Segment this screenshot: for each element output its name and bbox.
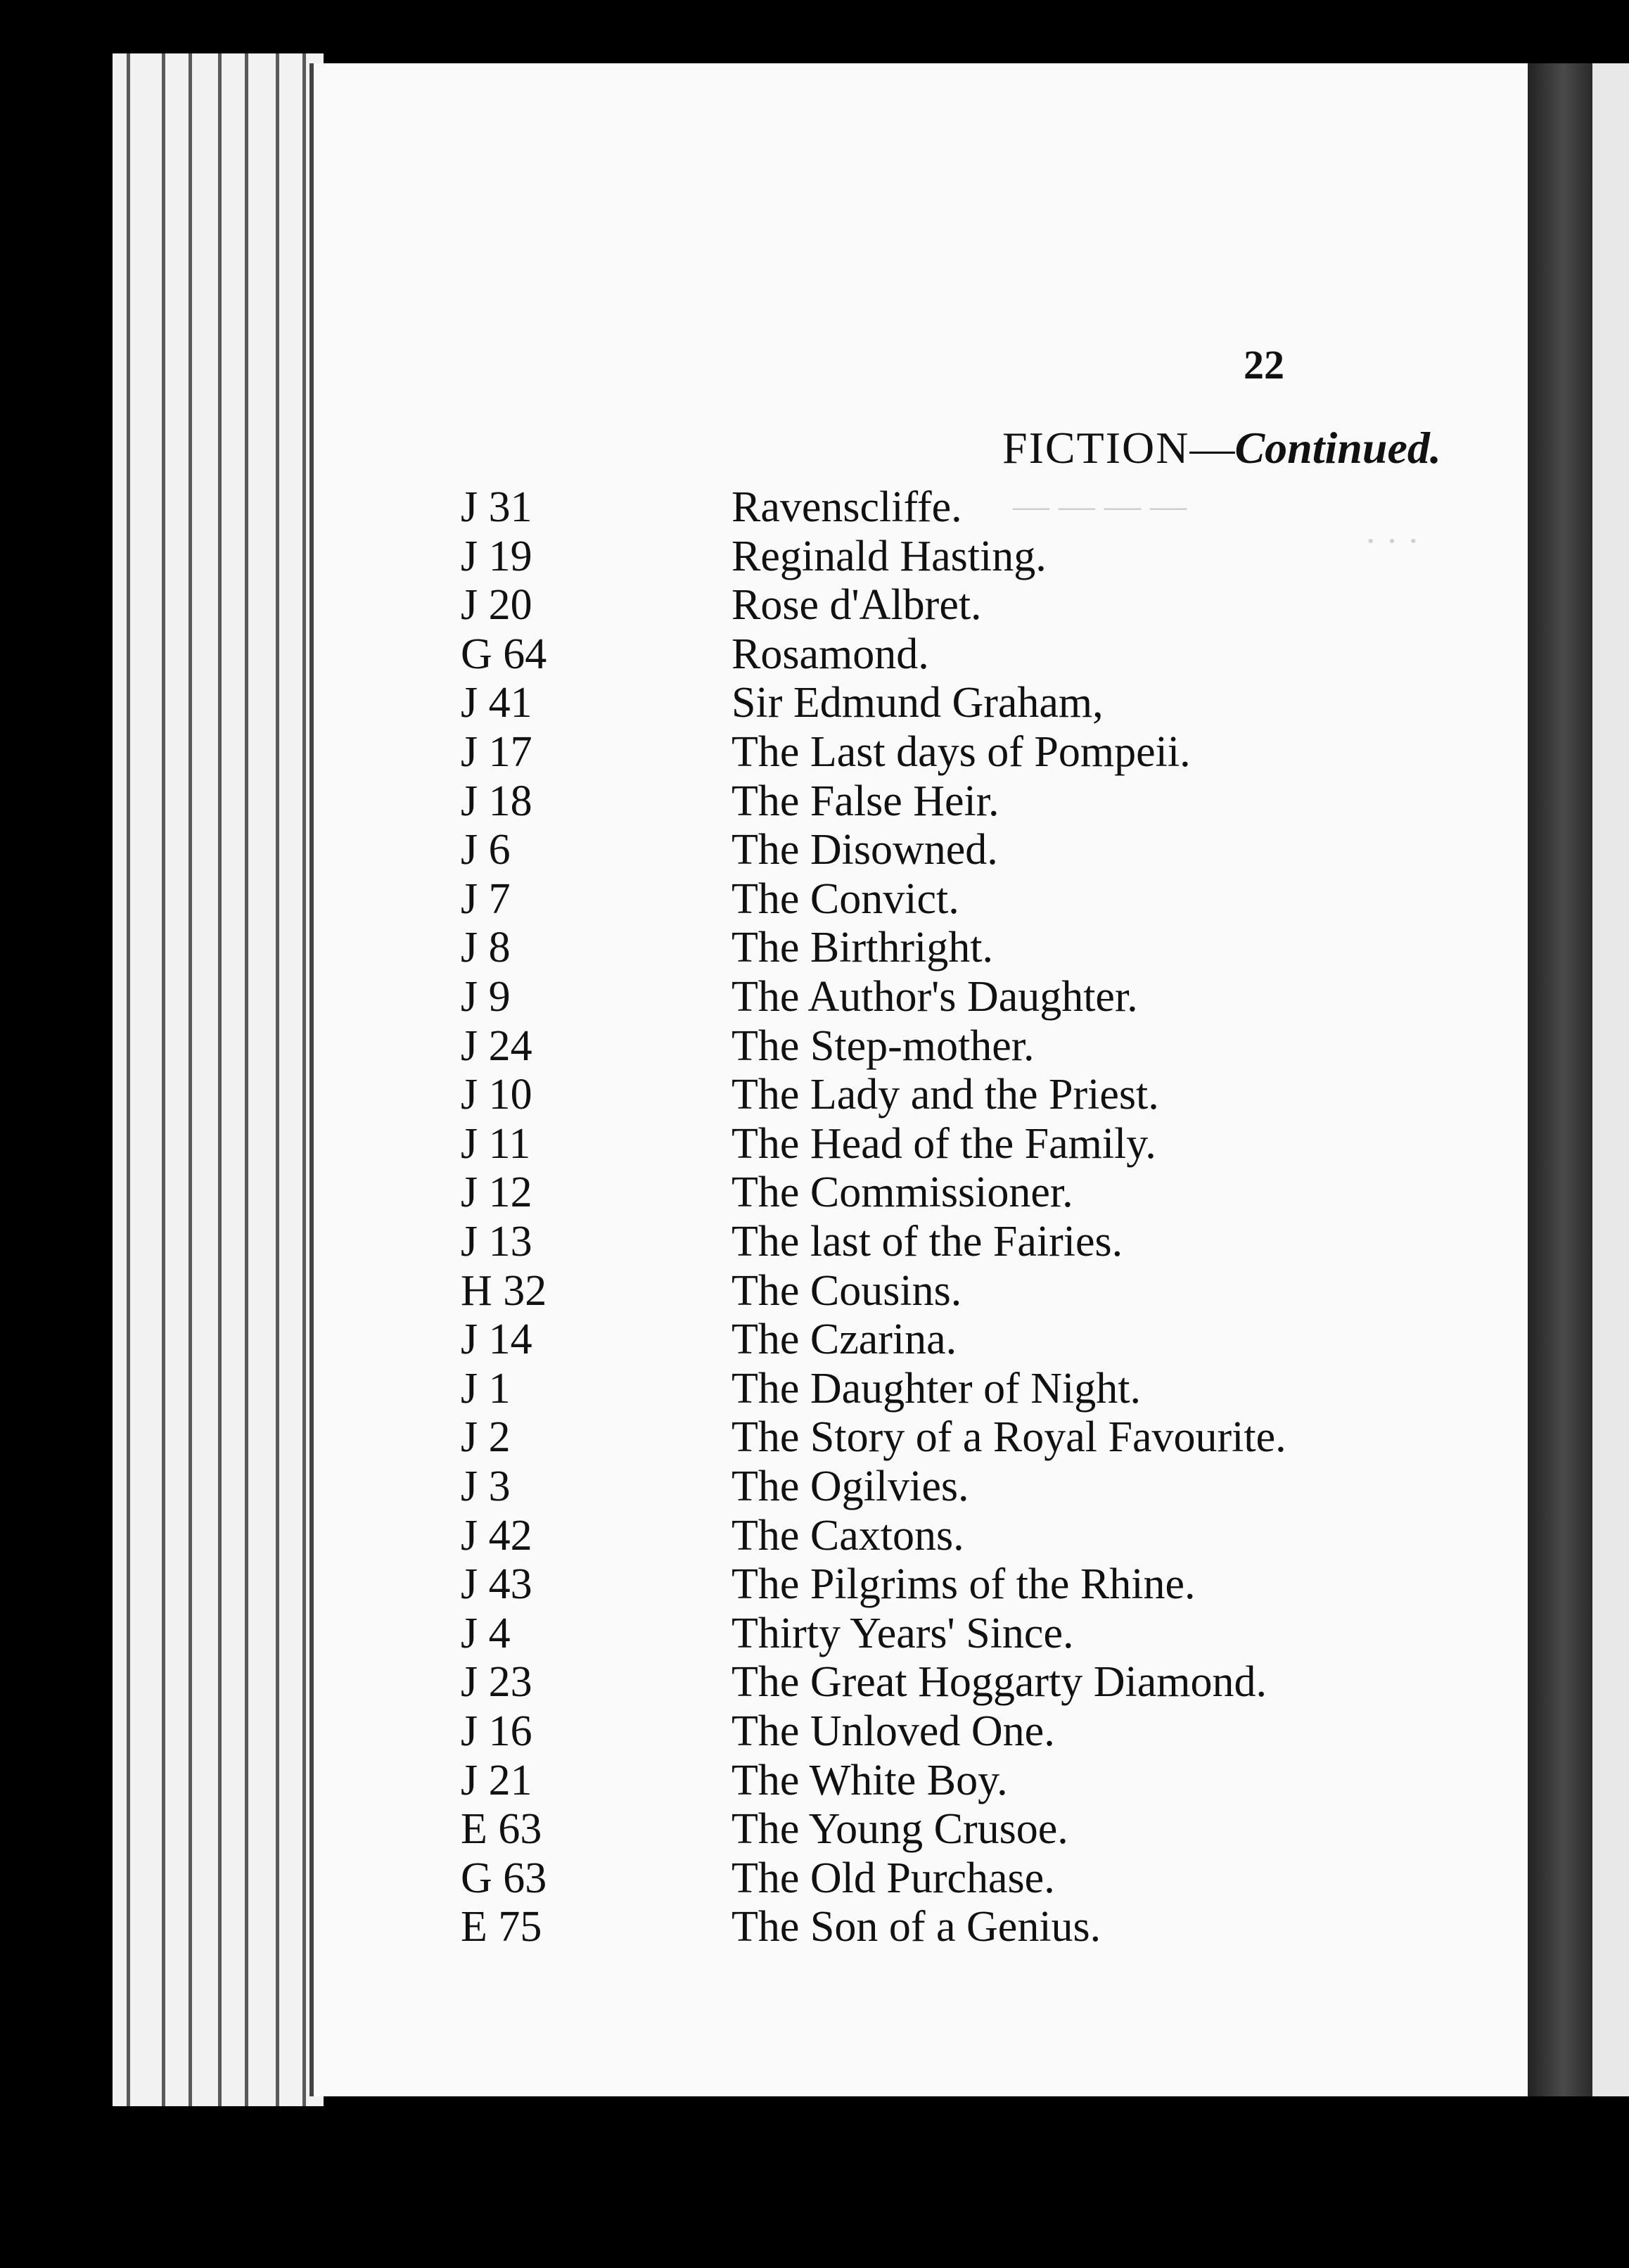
section-title	[1002, 422, 1565, 474]
book-spine	[1528, 63, 1592, 2096]
bleed-through: — — — —	[1013, 486, 1187, 526]
shelf-code: J 16	[461, 1707, 532, 1755]
shelf-code: J 20	[461, 581, 532, 630]
book-title: Sir Edmund Graham,	[732, 679, 1104, 727]
book-title: The White Boy.	[732, 1756, 1008, 1804]
shelf-code: J 13	[461, 1218, 532, 1266]
book-title: The Step-mother.	[732, 1021, 1035, 1070]
book-title: The Czarina.	[732, 1315, 957, 1364]
book-title: The Last days of Pompeii.	[732, 728, 1191, 776]
shelf-code: J 14	[461, 1315, 532, 1364]
book-title: Thirty Years' Since.	[732, 1609, 1074, 1657]
bleed-through: · · ·	[1365, 521, 1419, 561]
shelf-code: G 64	[461, 630, 547, 678]
next-page-edge	[1592, 63, 1629, 2096]
shelf-code: J 42	[461, 1511, 532, 1560]
shelf-code: H 32	[461, 1266, 547, 1315]
book-title: The Convict.	[732, 874, 959, 923]
book-title: The Head of the Family.	[732, 1119, 1156, 1168]
book-title: The Old Purchase.	[732, 1854, 1055, 1902]
book-title: The Pilgrims of the Rhine.	[732, 1560, 1196, 1609]
book-title: The Son of a Genius.	[732, 1903, 1101, 1951]
book-title: The Cousins.	[732, 1266, 962, 1315]
shelf-code: J 31	[461, 483, 532, 531]
shelf-code: J 9	[461, 973, 511, 1021]
book-title: The Daughter of Night.	[732, 1364, 1141, 1413]
section-separator: —	[1189, 423, 1235, 473]
book-title: The last of the Fairies.	[732, 1218, 1123, 1266]
book-page	[309, 63, 1530, 2096]
shelf-code: J 3	[461, 1463, 511, 1510]
shelf-code: J 23	[461, 1658, 532, 1707]
shelf-code: J 18	[461, 777, 532, 825]
book-title: The Young Crusoe.	[732, 1805, 1068, 1854]
book-title: The Unloved One.	[732, 1707, 1055, 1755]
book-title: The Birthright.	[732, 924, 993, 972]
book-title: The Author's Daughter.	[732, 973, 1138, 1021]
shelf-code: E 63	[461, 1805, 542, 1854]
book-title: Reginald Hasting.	[732, 532, 1047, 580]
shelf-code: J 19	[461, 532, 532, 580]
shelf-code: J 21	[461, 1756, 532, 1804]
book-title: The Ogilvies.	[732, 1463, 969, 1510]
shelf-code: J 4	[461, 1609, 511, 1657]
shelf-code: G 63	[461, 1854, 547, 1902]
shelf-code: J 10	[461, 1071, 532, 1119]
book-title: The Commissioner.	[732, 1168, 1073, 1217]
shelf-code: E 75	[461, 1903, 542, 1951]
book-title: The Great Hoggarty Diamond.	[732, 1658, 1267, 1707]
shelf-code: J 43	[461, 1560, 532, 1609]
page-edges	[113, 53, 324, 2106]
page-number: 22	[1244, 342, 1284, 388]
shelf-code: J 2	[461, 1413, 511, 1462]
shelf-code: J 8	[461, 924, 511, 972]
shelf-code: J 7	[461, 874, 511, 923]
shelf-code: J 24	[461, 1021, 532, 1070]
book-title: The Disowned.	[732, 826, 998, 874]
shelf-code: J 11	[461, 1119, 531, 1168]
book-title: The Story of a Royal Favourite.	[732, 1413, 1286, 1462]
book-title: The Caxtons.	[732, 1511, 964, 1560]
book-title: The Lady and the Priest.	[732, 1071, 1159, 1119]
book-title: Rosamond.	[732, 630, 929, 678]
shelf-code: J 6	[461, 826, 511, 874]
book-title: Ravenscliffe.	[732, 483, 962, 531]
page-left-border	[309, 63, 314, 2096]
shelf-code: J 41	[461, 679, 532, 727]
section-heading: FICTION	[1002, 423, 1190, 473]
shelf-code: J 1	[461, 1364, 511, 1413]
section-continued: Continued.	[1234, 423, 1441, 473]
book-title: The False Heir.	[732, 777, 999, 825]
shelf-code: J 17	[461, 728, 532, 776]
shelf-code: J 12	[461, 1168, 532, 1217]
book-title: Rose d'Albret.	[732, 581, 982, 630]
